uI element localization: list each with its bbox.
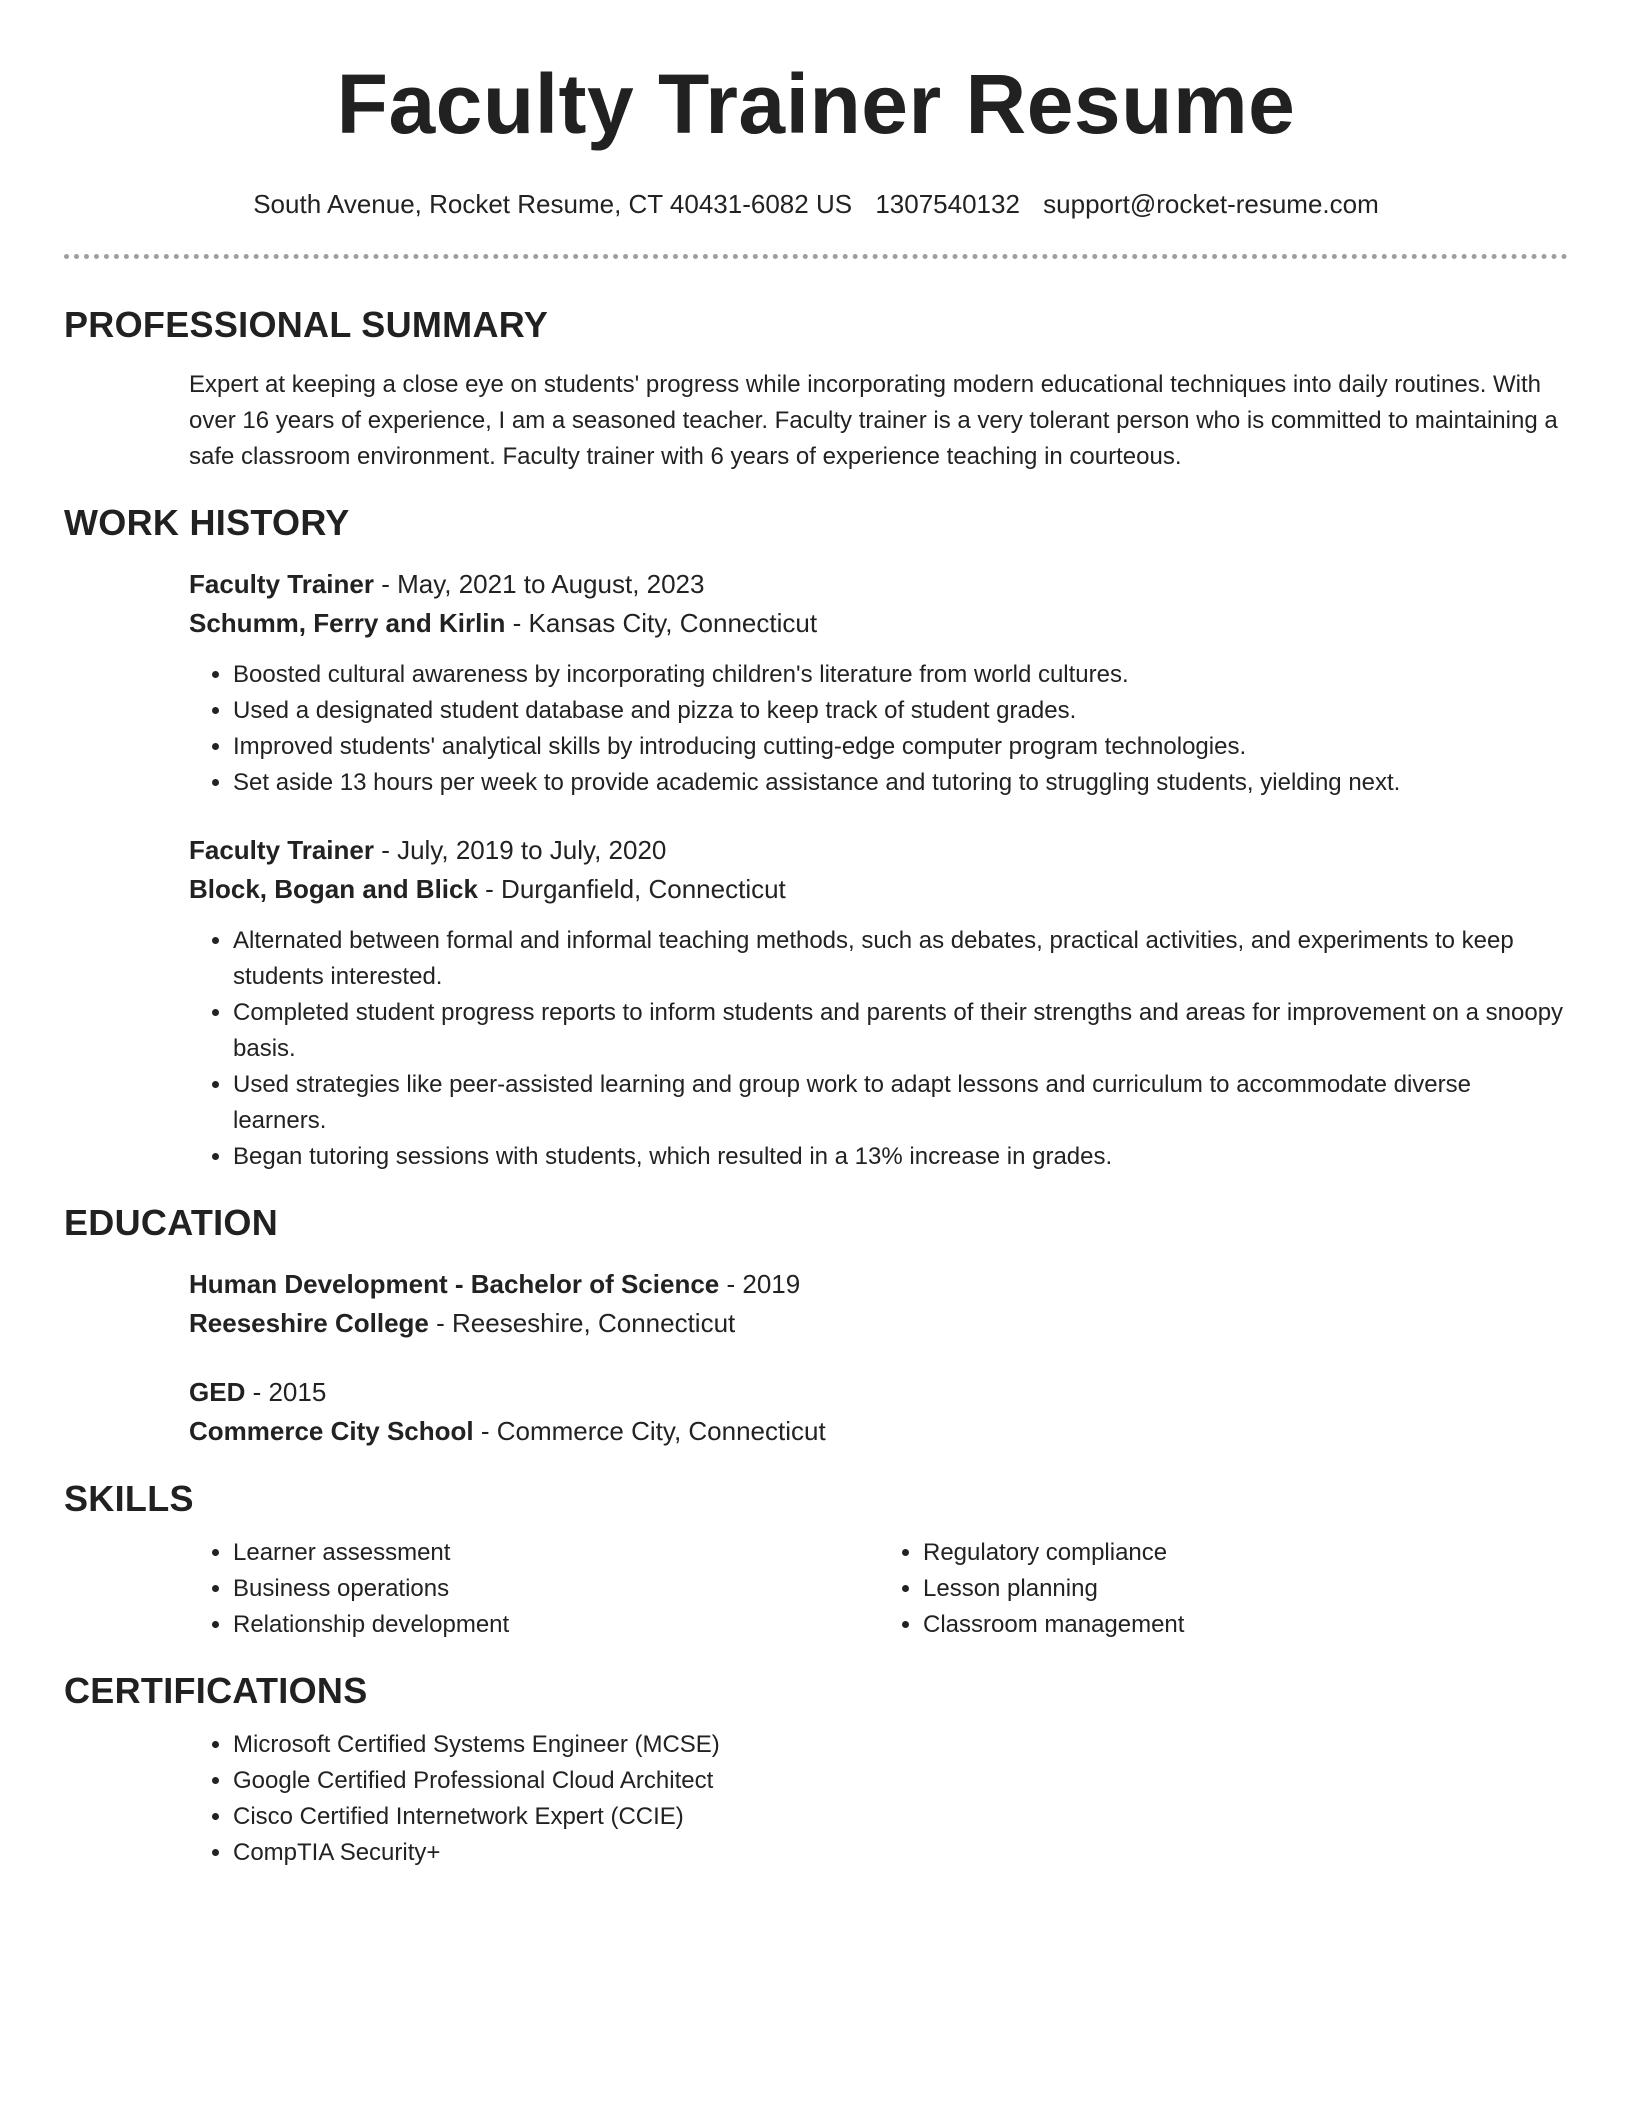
school-line <box>189 1412 1568 1451</box>
job-location: - Durganfield, Connecticut <box>477 874 786 904</box>
list-item: • Learner assessment <box>233 1535 879 1571</box>
work-history-section <box>64 501 1568 1175</box>
skills-section <box>64 1477 1568 1643</box>
job-bullets <box>189 657 1568 801</box>
degree-line <box>189 1265 1568 1304</box>
job-title-line <box>189 565 1568 604</box>
job-company-line <box>189 604 1568 643</box>
job-dates: - May, 2021 to August, 2023 <box>373 569 705 599</box>
skills-grid <box>189 1535 1569 1643</box>
degree-name: Human Development - Bachelor of Science <box>189 1269 720 1299</box>
certifications-heading: CERTIFICATIONS <box>64 1670 368 1711</box>
header-divider <box>64 254 1568 259</box>
list-item: • Google Certified Professional Cloud Architect <box>233 1763 1568 1799</box>
work-history-heading: WORK HISTORY <box>64 502 350 543</box>
school-location: - Reeseshire, Connecticut <box>428 1308 736 1338</box>
list-item: • Used a designated student database and pizza to keep track of student grades. <box>233 693 1568 729</box>
job-company: Schumm, Ferry and Kirlin <box>189 608 506 638</box>
school-name: Reeseshire College <box>189 1308 429 1338</box>
list-item: • Alternated between formal and informal teaching methods, such as debates, practical activities, and experiments to keep students interested. <box>233 923 1568 995</box>
list-item: • CompTIA Security+ <box>233 1835 1568 1871</box>
contact-phone: 1307540132 <box>875 189 1020 219</box>
certifications-list <box>189 1727 1568 1871</box>
education-entry <box>64 1373 1568 1451</box>
contact-line <box>64 188 1568 220</box>
degree-year: - 2019 <box>719 1269 801 1299</box>
skills-column-left <box>189 1535 879 1643</box>
education-heading: EDUCATION <box>64 1202 279 1243</box>
resume-header <box>64 0 1568 220</box>
list-item: • Lesson planning <box>923 1571 1569 1607</box>
job-role: Faculty Trainer <box>189 835 374 865</box>
contact-email: support@rocket-resume.com <box>1043 189 1379 219</box>
summary-body <box>64 367 1568 475</box>
list-item: • Improved students' analytical skills by introducing cutting-edge computer program technologies. <box>233 729 1568 765</box>
skills-body <box>64 1535 1568 1643</box>
contact-address: South Avenue, Rocket Resume, CT 40431-6082 US <box>253 189 853 219</box>
job-company: Block, Bogan and Blick <box>189 874 478 904</box>
list-item: • Relationship development <box>233 1607 879 1643</box>
degree-name: GED <box>189 1377 246 1407</box>
list-item: • Microsoft Certified Systems Engineer (MCSE) <box>233 1727 1568 1763</box>
job-company-line <box>189 870 1568 909</box>
skills-heading: SKILLS <box>64 1478 194 1519</box>
certifications-section <box>64 1669 1568 1871</box>
summary-heading: PROFESSIONAL SUMMARY <box>64 304 549 345</box>
list-item: • Set aside 13 hours per week to provide academic assistance and tutoring to struggling students, yielding next. <box>233 765 1568 801</box>
school-location: - Commerce City, Connecticut <box>473 1416 826 1446</box>
list-item: • Completed student progress reports to inform students and parents of their strengths and areas for improvement on a snoopy basis. <box>233 995 1568 1067</box>
resume-title: Faculty Trainer Resume <box>336 57 1296 151</box>
school-name: Commerce City School <box>189 1416 474 1446</box>
list-item: • Began tutoring sessions with students, which resulted in a 13% increase in grades. <box>233 1139 1568 1175</box>
degree-line <box>189 1373 1568 1412</box>
skills-column-right <box>879 1535 1569 1643</box>
education-section <box>64 1201 1568 1451</box>
summary-text: Expert at keeping a close eye on students' progress while incorporating modern educational techniques into daily routines. With over 16 years of experience, I am a seasoned teacher. Faculty trainer is a very tolerant person who is committed to maintaining a safe classroom environment. Faculty trainer with 6 years of experience teaching in courteous. <box>189 371 1558 470</box>
education-entry <box>64 1265 1568 1343</box>
certifications-body <box>64 1727 1568 1871</box>
job-bullets <box>189 923 1568 1175</box>
summary-section <box>64 303 1568 475</box>
job-entry <box>64 565 1568 801</box>
list-item: • Business operations <box>233 1571 879 1607</box>
job-entry <box>64 831 1568 1175</box>
degree-year: - 2015 <box>245 1377 327 1407</box>
job-dates: - July, 2019 to July, 2020 <box>373 835 667 865</box>
list-item: • Classroom management <box>923 1607 1569 1643</box>
list-item: • Boosted cultural awareness by incorporating children's literature from world cultures. <box>233 657 1568 693</box>
job-role: Faculty Trainer <box>189 569 374 599</box>
list-item: • Regulatory compliance <box>923 1535 1569 1571</box>
list-item: • Cisco Certified Internetwork Expert (CCIE) <box>233 1799 1568 1835</box>
list-item: • Used strategies like peer-assisted learning and group work to adapt lessons and curriculum to accommodate diverse learners. <box>233 1067 1568 1139</box>
school-line <box>189 1304 1568 1343</box>
job-location: - Kansas City, Connecticut <box>505 608 818 638</box>
job-title-line <box>189 831 1568 870</box>
